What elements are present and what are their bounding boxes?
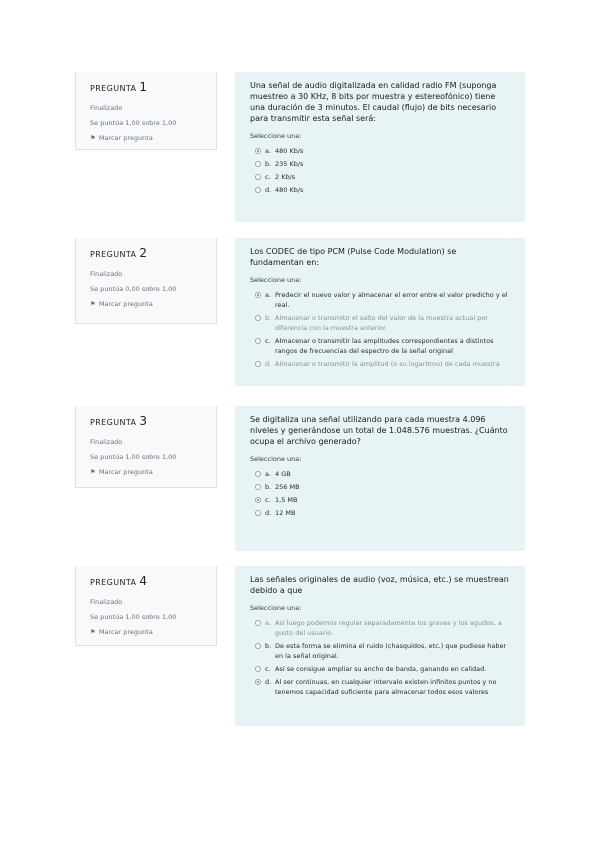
question-score: Se puntúa 1,00 sobre 1,00 [90,453,177,461]
answer-letter: d. [265,360,272,368]
radio-button[interactable] [255,187,261,193]
question-number: 2 [139,246,148,260]
answer-options [250,290,511,369]
answer-option[interactable] [250,185,511,195]
question-status: Finalizado [90,270,123,278]
flag-question-link[interactable] [90,628,216,636]
answer-options [250,146,511,195]
answer-text: 256 MB [275,483,300,491]
radio-button[interactable] [255,484,261,490]
radio-button[interactable] [255,620,261,626]
radio-button-selected[interactable] [255,292,261,298]
answer-options [250,618,511,697]
answer-option[interactable] [250,359,511,369]
answer-letter: b. [265,483,272,491]
flag-question-label[interactable]: Marcar pregunta [98,300,153,308]
answer-text: 480 Kb/s [275,186,304,194]
question-content [235,238,525,386]
question-status: Finalizado [90,438,123,446]
question-score: Se puntúa 0,00 sobre 1,00 [90,285,177,293]
answer-option[interactable] [250,336,511,356]
radio-button-selected[interactable] [255,497,261,503]
question-content [235,72,525,222]
answer-option[interactable] [250,159,511,169]
question-score: Se puntúa 1,00 sobre 1,00 [90,119,177,127]
question-label: PREGUNTA [90,578,137,587]
answer-text: Almacenar o transmitir la amplitud (o su logaritmo) de cada muestra [275,360,500,368]
flag-question-label[interactable]: Marcar pregunta [98,134,153,142]
radio-button[interactable] [255,161,261,167]
radio-button[interactable] [255,338,261,344]
answer-text: Así se consigue ampliar su ancho de banda, ganando en calidad. [275,665,487,673]
question-text: Los CODEC de tipo PCM (Pulse Code Modulation) se fundamentan en: [250,247,457,267]
question-label: PREGUNTA [90,84,137,93]
answer-text: 4 GB [275,470,291,478]
flag-question-label[interactable]: Marcar pregunta [98,468,153,476]
question-title [90,414,216,428]
answer-text: 12 MB [275,509,296,517]
question-number: 4 [139,574,148,588]
answer-option[interactable] [250,664,511,674]
answer-text: De esta forma se elimina el ruido (chasquidos, etc.) que pudiese haber en la señal original. [275,642,507,660]
answer-letter: b. [265,642,272,650]
flag-question-link[interactable] [90,134,216,142]
answer-prompt: Seleccione una: [250,455,302,463]
answer-option[interactable] [250,290,511,310]
radio-button[interactable] [255,361,261,367]
question-status: Finalizado [90,598,123,606]
answer-option[interactable] [250,677,511,697]
question-content [235,406,525,551]
question-number: 1 [139,80,148,94]
question-text: Una señal de audio digitalizada en calidad radio FM (suponga muestreo a 30 KHz, 8 bits por muestra y estereofónico) tiene una duración de 3 minutos. El caudal (flujo) de bits necesario para transmitir esta señal será: [250,81,497,123]
question-score: Se puntúa 1,00 sobre 1,00 [90,613,177,621]
answer-letter: d. [265,509,272,517]
question-info-panel [75,72,217,150]
answer-text: Almacenar o transmitir el salto del valor de la muestra actual por diferencia con la muestra anterior [275,314,488,332]
question-block [75,566,525,726]
question-text: Se digitaliza una señal utilizando para cada muestra 4.096 niveles y generándose un total de 1.048.576 muestras. ¿Cuánto ocupa el archivo generado? [250,415,508,446]
flag-question-label[interactable]: Marcar pregunta [98,628,153,636]
question-number: 3 [139,414,148,428]
answer-text: 235 Kb/s [275,160,304,168]
question-title [90,80,216,94]
radio-button[interactable] [255,471,261,477]
answer-letter: d. [265,186,272,194]
flag-icon[interactable]: ⚑ [90,468,96,476]
answer-text: 1,5 MB [275,496,298,504]
answer-letter: a. [265,619,272,627]
radio-button[interactable] [255,666,261,672]
answer-letter: b. [265,160,272,168]
answer-option[interactable] [250,641,511,661]
radio-button[interactable] [255,315,261,321]
answer-letter: c. [265,337,271,345]
answer-letter: a. [265,147,272,155]
radio-button[interactable] [255,643,261,649]
answer-letter: d. [265,678,272,686]
question-block [75,72,525,222]
answer-option[interactable] [250,172,511,182]
answer-option[interactable] [250,469,511,479]
answer-prompt: Seleccione una: [250,604,302,612]
answer-letter: c. [265,173,271,181]
flag-icon[interactable]: ⚑ [90,134,96,142]
flag-question-link[interactable] [90,468,216,476]
answer-option[interactable] [250,618,511,638]
question-label: PREGUNTA [90,418,137,427]
question-info-panel [75,238,217,324]
answer-option[interactable] [250,495,511,505]
answer-option[interactable] [250,313,511,333]
radio-button-selected[interactable] [255,148,261,154]
answer-text: Al ser continuas, en cualquier intervalo existen infinitos puntos y no tenemos capacidad suficiente para almacenar todos esos valores [275,678,497,696]
question-block [75,238,525,386]
answer-text: Almacenar o transmitir las amplitudes correspondientes a distintos rangos de frecuencias del espectro de la señal original [275,337,494,355]
question-text: Las señales originales de audio (voz, música, etc.) se muestrean debido a que [250,575,509,595]
answer-text: 2 Kb/s [275,173,296,181]
answer-letter: a. [265,291,272,299]
answer-text: 480 Kb/s [275,147,304,155]
answer-option[interactable] [250,508,511,518]
question-block [75,406,525,551]
question-title [90,574,216,588]
answer-letter: a. [265,470,272,478]
answer-option[interactable] [250,482,511,492]
answer-text: Predecir el nuevo valor y almacenar el error entre el valor predicho y el real. [275,291,508,309]
radio-button-selected[interactable] [255,679,261,685]
question-info-panel [75,406,217,488]
answer-option[interactable] [250,146,511,156]
answer-letter: c. [265,496,271,504]
flag-icon[interactable]: ⚑ [90,300,96,308]
flag-icon[interactable]: ⚑ [90,628,96,636]
answer-prompt: Seleccione una: [250,276,302,284]
question-label: PREGUNTA [90,250,137,259]
radio-button[interactable] [255,510,261,516]
question-content [235,566,525,726]
answer-options [250,469,511,518]
answer-text: Así luego podemos regular separadamente los graves y los agudos, a gusto del usuario. [275,619,502,637]
radio-button[interactable] [255,174,261,180]
answer-letter: c. [265,665,271,673]
question-title [90,246,216,260]
question-info-panel [75,566,217,646]
answer-letter: b. [265,314,272,322]
flag-question-link[interactable] [90,300,216,308]
question-status: Finalizado [90,104,123,112]
answer-prompt: Seleccione una: [250,132,302,140]
